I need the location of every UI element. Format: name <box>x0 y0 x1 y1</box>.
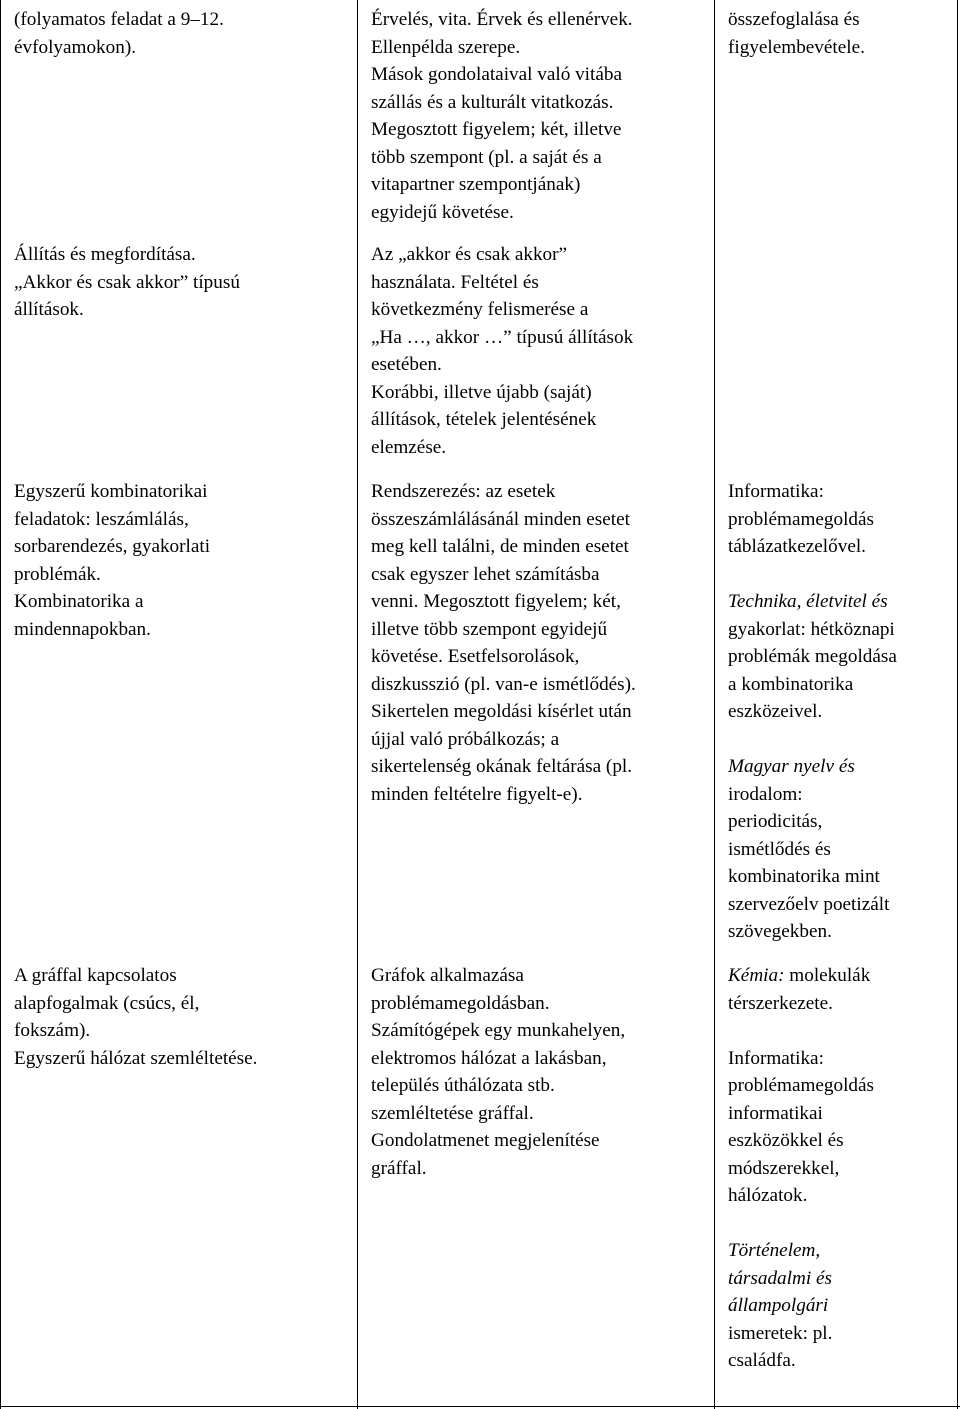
row3-connection-line: szervezőelv poetizált <box>728 893 890 915</box>
row1-connection-line: figyelembevétele. <box>728 36 865 58</box>
row3-topic-cell <box>14 478 210 643</box>
row3-topic-line: Egyszerű kombinatorikai <box>14 481 208 502</box>
row3-activity-line: sikertelenség okának feltárása (pl. <box>371 756 633 777</box>
row3-connection-line: táblázatkezelővel. <box>728 536 866 557</box>
row2-topic-line: Állítás és megfordítása. <box>14 244 196 265</box>
row2-activity-cell <box>371 241 633 461</box>
row4-activity-line: Gondolatmenet megjelenítése <box>371 1130 600 1151</box>
row4-activity-line: Gráfok alkalmazása <box>371 965 524 986</box>
row4-connection-line: térszerkezete. <box>728 992 833 1014</box>
row3-connection-line: problémamegoldás <box>728 508 874 530</box>
row2-activity-line: Korábbi, illetve újabb (saját) <box>371 381 592 403</box>
table-border-bottom <box>0 1406 960 1407</box>
row3-connection-line: problémák megoldása <box>728 646 897 667</box>
row1-activity-line: szállás és a kulturált vitatkozás. <box>371 91 614 113</box>
row3-activity-line: Rendszerezés: az esetek <box>371 481 556 502</box>
row3-topic-line: mindennapokban. <box>14 618 151 640</box>
row4-connection-cell <box>728 962 874 1375</box>
table-column-divider-1 <box>357 0 358 1409</box>
row4-topic-line: Egyszerű hálózat szemléltetése. <box>14 1047 258 1069</box>
row1-activity-line: Mások gondolataival való vitába <box>371 64 622 85</box>
row2-activity-line: esetében. <box>371 354 442 375</box>
row1-topic-cell <box>14 6 224 61</box>
row4-topic-line: alapfogalmak (csúcs, él, <box>14 992 200 1014</box>
row4-connection-line: hálózatok. <box>728 1185 808 1206</box>
row3-connection-subject: Technika, életvitel és <box>728 591 888 612</box>
row3-connection-line: periodicitás, <box>728 811 823 832</box>
row3-connection-line: kombinatorika mint <box>728 866 880 887</box>
row4-connection-line: ismeretek: pl. <box>728 1322 833 1344</box>
row1-topic-line: (folyamatos feladat a 9–12. <box>14 9 224 30</box>
row4-connection-subject: Kémia: <box>728 965 785 986</box>
row4-connection-line: családfa. <box>728 1350 796 1371</box>
row4-activity-line: elektromos hálózat a lakásban, <box>371 1047 607 1069</box>
row3-activity-line: diszkusszió (pl. van-e ismétlődés). <box>371 673 636 695</box>
row3-topic-line: Kombinatorika a <box>14 591 144 612</box>
row2-activity-line: használata. Feltétel és <box>371 271 539 293</box>
row3-activity-line: összeszámlálásánál minden esetet <box>371 508 630 530</box>
row4-connection-line: módszerekkel, <box>728 1157 840 1179</box>
row3-activity-line: Sikertelen megoldási kísérlet után <box>371 701 632 722</box>
row3-connection-subject: Informatika: <box>728 481 824 502</box>
row3-connection-cell <box>728 478 897 946</box>
row2-topic-line: állítások. <box>14 299 84 320</box>
row4-connection-line <box>728 962 874 990</box>
row1-activity-line: Megosztott figyelem; két, illetve <box>371 119 622 140</box>
row1-connection-cell <box>728 6 865 61</box>
row3-connection-line: szövegekben. <box>728 921 832 942</box>
row1-activity-line: Ellenpélda szerepe. <box>371 36 521 58</box>
row3-activity-line: csak egyszer lehet számításba <box>371 563 600 585</box>
row4-connection-subject: állampolgári <box>728 1295 829 1316</box>
row2-activity-line: következmény felismerése a <box>371 299 589 320</box>
row1-topic-line: évfolyamokon). <box>14 36 137 58</box>
row3-connection-line: eszközeivel. <box>728 701 823 722</box>
row2-activity-line: Az „akkor és csak akkor” <box>371 244 568 265</box>
row1-activity-cell <box>371 6 633 226</box>
row3-activity-line: követése. Esetfelsorolások, <box>371 646 580 667</box>
row3-connection-line: ismétlődés és <box>728 838 831 860</box>
row1-connection-line: összefoglalása és <box>728 9 860 30</box>
row4-activity-line: gráffal. <box>371 1157 427 1179</box>
row2-activity-line: elemzése. <box>371 436 447 458</box>
row3-connection-line: gyakorlat: hétköznapi <box>728 618 895 640</box>
row3-connection-line: a kombinatorika <box>728 673 854 695</box>
row2-activity-line: „Ha …, akkor …” típusú állítások <box>371 326 634 348</box>
row3-activity-line: meg kell találni, de minden esetet <box>371 536 629 557</box>
row4-topic-line: A gráffal kapcsolatos <box>14 965 177 986</box>
row3-activity-line: újjal való próbálkozás; a <box>371 728 560 750</box>
row4-activity-line: település úthálózata stb. <box>371 1075 555 1096</box>
row4-connection-subject: Történelem, <box>728 1240 821 1261</box>
table-border-left <box>0 0 1 1409</box>
row4-activity-line: problémamegoldásban. <box>371 992 550 1014</box>
row3-connection-subject: Magyar nyelv és <box>728 756 855 777</box>
row3-activity-line: minden feltételre figyelt-e). <box>371 783 583 805</box>
row3-topic-line: feladatok: leszámlálás, <box>14 508 189 530</box>
row3-activity-cell <box>371 478 636 808</box>
row4-activity-line: Számítógépek egy munkahelyen, <box>371 1020 626 1041</box>
row4-connection-line: informatikai <box>728 1102 823 1124</box>
row3-connection-line: irodalom: <box>728 783 803 805</box>
row1-activity-line: vitapartner szempontjának) <box>371 174 581 195</box>
row1-activity-line: Érvelés, vita. Érvek és ellenérvek. <box>371 9 633 30</box>
row3-activity-line: illetve több szempont egyidejű <box>371 618 608 640</box>
row1-activity-line: több szempont (pl. a saját és a <box>371 146 602 168</box>
row3-topic-line: sorbarendezés, gyakorlati <box>14 536 211 557</box>
row3-topic-line: problémák. <box>14 563 101 585</box>
row4-topic-line: fokszám). <box>14 1020 91 1041</box>
row4-activity-cell <box>371 962 625 1182</box>
row4-connection-line: problémamegoldás <box>728 1075 874 1096</box>
row4-connection-subject: társadalmi és <box>728 1267 832 1289</box>
row4-connection-text: molekulák <box>784 965 871 986</box>
table-column-divider-2 <box>714 0 715 1409</box>
row2-topic-line: „Akkor és csak akkor” típusú <box>14 271 240 293</box>
row4-connection-subject: Informatika: <box>728 1047 824 1069</box>
table-border-right <box>957 0 958 1409</box>
row1-activity-line: egyidejű követése. <box>371 201 514 223</box>
row4-connection-line: eszközökkel és <box>728 1130 844 1151</box>
row3-activity-line: venni. Megosztott figyelem; két, <box>371 591 621 612</box>
row4-activity-line: szemléltetése gráffal. <box>371 1102 534 1124</box>
row2-activity-line: állítások, tételek jelentésének <box>371 409 597 430</box>
row2-topic-cell <box>14 241 240 324</box>
row4-topic-cell <box>14 962 257 1072</box>
